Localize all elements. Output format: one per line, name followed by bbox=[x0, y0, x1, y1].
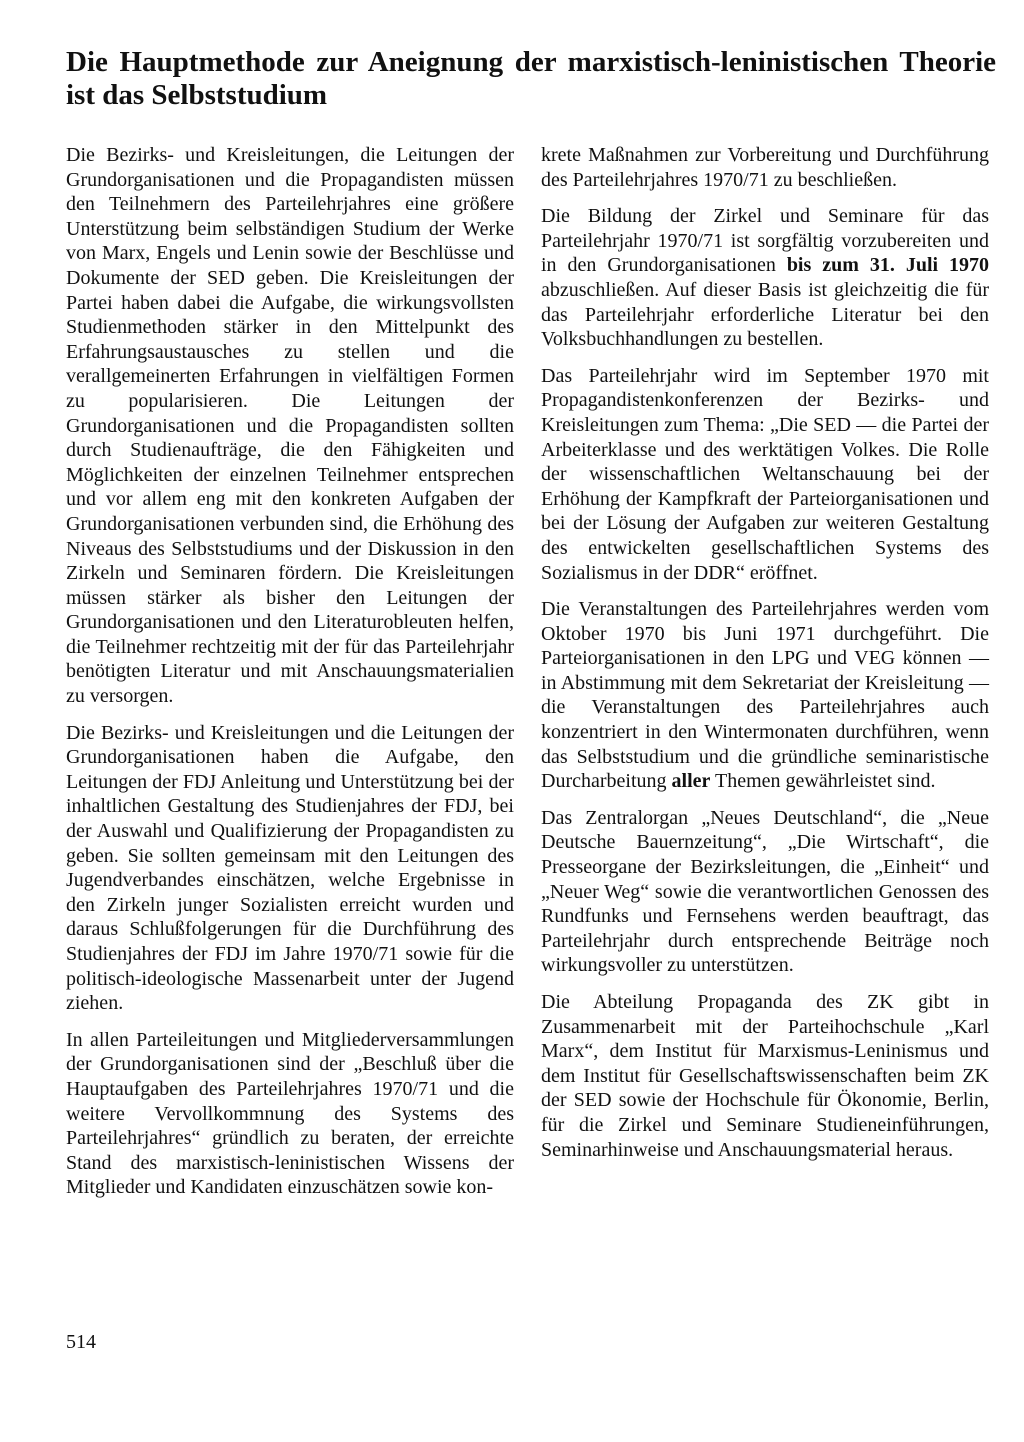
paragraph-text: Themen gewährleistet sind. bbox=[710, 770, 936, 793]
right-column bbox=[541, 143, 989, 1174]
paragraph bbox=[541, 597, 989, 794]
paragraph-text: abzuschließen. Auf dieser Basis ist gleichzeitig die für das Parteilehrjahr erforderliche Literatur bei den Volksbuchhandlungen zu bestellen. bbox=[541, 278, 989, 351]
paragraph bbox=[541, 204, 989, 352]
page-number: 514 bbox=[66, 1331, 96, 1353]
emphasis-deadline: bis zum 31. Juli 1970 bbox=[786, 254, 990, 277]
left-column bbox=[66, 143, 514, 1212]
paragraph: Die Bezirks- und Kreisleitungen und die Leitungen der Grundorganisationen haben die Aufgabe, den Leitungen der FDJ Anleitung und Unterstützung bei der inhaltlichen Gestaltung des Studienjahres der FDJ, bei der Auswahl und Qualifizierung der Propagandisten zu geben. Sie sollten gemeinsam mit den Leitungen des Jugendverbandes einschätzen, welche Ergebnisse in den Zirkeln junger Sozialisten erreicht wurden und daraus Schlußfolgerungen für die Durchführung des Studienjahres der FDJ im Jahre 1970/71 sowie für die politisch-ideologische Massenarbeit unter der Jugend ziehen. bbox=[66, 721, 514, 1015]
paragraph: In allen Parteileitungen und Mitgliederversammlungen der Grundorganisationen sind der „Beschluß über die Hauptaufgaben des Parteilehrjahres 1970/71 und die weitere Vervollkommnung des Systems des Parteilehrjahres“ gründlich zu beraten, der erreichte Stand des marxistisch-leninistischen Wissens der Mitglieder und Kandidaten einzuschätzen sowie kon- bbox=[66, 1028, 514, 1199]
paragraph: Das Parteilehrjahr wird im September 1970 mit Propagandistenkonferenzen der Bezirks- und Kreisleitungen zum Thema: „Die SED — die Partei der Arbeiterklasse und des werktätigen Volkes. Die Rolle der wissenschaftlichen Weltanschauung bei der Erhöhung der Kampfkraft der Parteiorganisationen und bei der Lösung der Aufgaben zur weiteren Gestaltung des entwickelten gesellschaftlichen Systems des Sozialismus in der DDR“ eröffnet. bbox=[541, 364, 989, 584]
paragraph-text: Die Bildung der Zirkel und Seminare für das Parteilehrjahr 1970/71 ist sorgfältig vorzubereiten und in den Grundorganisationen bbox=[541, 205, 989, 277]
paragraph-text: Die Veranstaltungen des Parteilehrjahres werden vom Oktober 1970 bis Juni 1971 durchgeführt. Die Parteiorganisationen in den LPG und VEG können — in Abstimmung mit dem Sekretariat der Kreisleitung — die Veranstaltungen des Parteilehrjahres auch konzentriert in den Wintermonaten durchführen, wenn das Selbststudium und die gründliche seminaristische Durcharbeitung bbox=[541, 598, 989, 793]
paragraph: Die Abteilung Propaganda des ZK gibt in Zusammenarbeit mit der Parteihochschule „Karl Marx“, dem Institut für Marxismus-Leninismus und dem Institut für Gesellschaftswissenschaften beim ZK der SED sowie der Hochschule für Ökonomie, Berlin, für die Zirkel und Seminare Studieneinführungen, Seminarhinweise und Anschauungsmaterial heraus. bbox=[541, 991, 989, 1161]
paragraph: Die Bezirks- und Kreisleitungen, die Leitungen der Grundorganisationen und die Propagandisten müssen den Teilnehmern des Parteilehrjahres eine größere Unterstützung beim selbständigen Studium der Werke von Marx, Engels und Lenin sowie der Beschlüsse und Dokumente der SED geben. Die Kreisleitungen der Partei haben dabei die Aufgabe, die wirkungsvollsten Studienmethoden stärker in den Mittelpunkt des Erfahrungsaustausches zu stellen und die verallgemeinerten Erfahrungen in vielfältigen Formen zu popularisieren. Die Leitungen der Grundorganisationen und die Propagandisten sollten durch Studienaufträge, die den Fähigkeiten und Möglichkeiten der einzelnen Teilnehmer entsprechen und vor allem eng mit den konkreten Aufgaben der Grundorganisationen verbunden sind, die Erhöhung des Niveaus des Selbststudiums und der Diskussion in den Zirkeln und Seminaren fördern. Die Kreisleitungen müssen stärker als bisher den Leitungen der Grundorganisationen und den Literaturobleuten helfen, die Teilnehmer rechtzeitig mit der für das Parteilehrjahr benötigten Literatur und mit Anschauungsmaterialien zu versorgen. bbox=[66, 144, 514, 708]
paragraph-continued: krete Maßnahmen zur Vorbereitung und Durchführung des Parteilehrjahres 1970/71 zu beschließen. bbox=[541, 144, 989, 191]
emphasis-all: aller bbox=[671, 770, 711, 793]
page-title: Die Hauptmethode zur Aneignung der marxistisch-leninistischen Theorie ist das Selbststudium bbox=[66, 46, 996, 111]
paragraph: Das Zentralorgan „Neues Deutschland“, die „Neue Deutsche Bauernzeitung“, „Die Wirtschaft“, die Presseorgane der Bezirksleitungen, die „Einheit“ und „Neuer Weg“ sowie die verantwortlichen Genossen des Rundfunks und Fernsehens werden beauftragt, das Parteilehrjahr durch entsprechende Beiträge noch wirkungsvoller zu unterstützen. bbox=[541, 806, 989, 977]
